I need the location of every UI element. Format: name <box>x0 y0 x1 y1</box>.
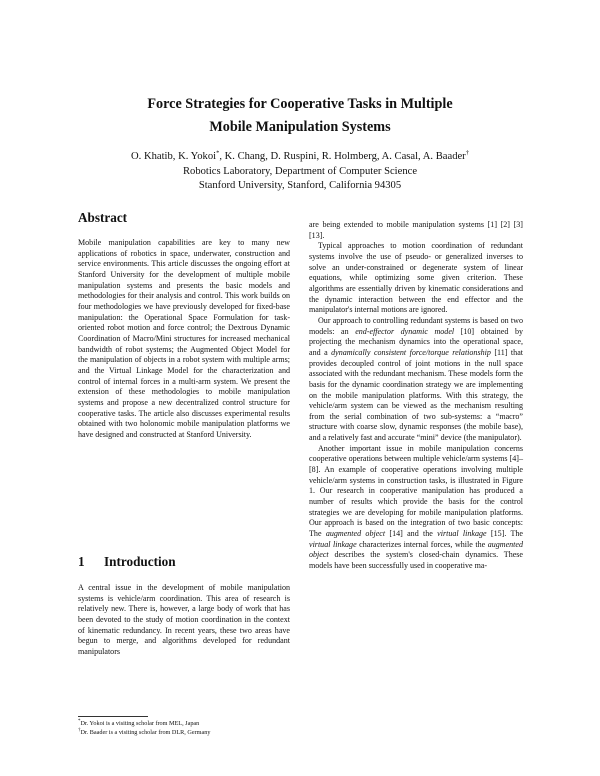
section-number: 1 <box>78 554 85 569</box>
yokoi-footnote-mark: * <box>216 149 220 157</box>
paragraph-3-part-b: [10] obtained by projecting the mechanism dynamics into the operational space, and a <box>309 326 523 357</box>
author-block <box>40 150 560 194</box>
virtual-linkage-term-2: virtual linkage <box>309 539 357 549</box>
footnote-2 <box>78 728 292 737</box>
introduction-text: A central issue in the development of mobile manipulation systems is vehicle/arm coordination. This area of research is relatively new. There is, however, a large body of work that has been devoted to the study of motion coordination in the context of kinematic redundancy. In recent years, these two areas have begun to merge, and algorithms developed for redundant manipulators <box>78 583 290 656</box>
abstract-heading: Abstract <box>78 210 128 225</box>
footnote-1-mark: * <box>78 718 81 724</box>
introduction-body <box>78 583 290 658</box>
footnotes <box>78 719 292 737</box>
right-column <box>309 220 523 572</box>
paper-title <box>60 93 540 139</box>
affiliation-line-2: Stanford University, Stanford, California 94305 <box>198 180 402 191</box>
paragraph-4-part-b: [14] and the <box>385 529 438 539</box>
footnote-1-text: Dr. Yokoi is a visiting scholar from MEL, Japan <box>80 720 200 727</box>
baader-footnote-mark: † <box>465 149 469 157</box>
paragraph-1: are being extended to mobile manipulation systems [1] [2] [3] [13]. <box>309 220 523 240</box>
paragraph-4-part-c: [15]. The <box>486 529 523 539</box>
section-title: Introduction <box>104 554 176 569</box>
introduction-heading <box>78 554 176 570</box>
footnote-1 <box>78 719 292 728</box>
title-line-1: Force Strategies for Cooperative Tasks in Multiple <box>147 96 453 112</box>
paragraph-2: Typical approaches to motion coordination of redundant systems involve the use of pseudo- or generalized inverses to solve an under-constrained or degenerate system of linear equations, while optimizing some given criterion. These algorithms are essentially driven by kinematic considerations and the dynamic interaction between the end effector and the manipulator's internal motions are ignored. <box>309 241 523 315</box>
title-line-2: Mobile Manipulation Systems <box>209 119 391 135</box>
author-names <box>40 150 560 165</box>
author-names-part2: , K. Chang, D. Ruspini, R. Holmberg, A. Casal, A. Baader <box>219 151 466 162</box>
virtual-linkage-term: virtual linkage <box>437 529 487 539</box>
paragraph-3 <box>309 316 523 444</box>
paragraph-4-part-a: Another important issue in mobile manipulation concerns cooperative operations between multiple vehicle/arm systems [4]–[8]. An example of cooperative operations involving multiple vehicle/arm systems in construction tasks, is illustrated in Figure 1. Our research in cooperative manipulation has produced a number of results which provide the basis for the control strategies we are developing for mobile manipulation platforms. Our approach is based on the integration of two basic concepts: The <box>309 443 523 539</box>
author-names-part1: O. Khatib, K. Yokoi <box>131 151 217 162</box>
abstract-body <box>78 238 290 440</box>
affiliation-line-1: Robotics Laboratory, Department of Computer Science <box>182 165 418 177</box>
paragraph-4-part-d: characterizes internal forces, while the <box>356 539 488 549</box>
augmented-object-term: augmented object <box>325 529 386 539</box>
footnote-divider <box>78 716 148 717</box>
dynamically-consistent-term: dynamically consistent force/torque relationship <box>331 347 491 357</box>
paragraph-3-part-a: Our approach to controlling redundant systems is based on two models: an <box>309 315 523 336</box>
footnote-2-mark: † <box>78 728 81 734</box>
end-effector-dynamic-model-term: end-effector dynamic model <box>355 326 455 336</box>
paragraph-4 <box>309 444 523 572</box>
paragraph-4-part-e: describes the system's closed-chain dynamics. These models have been successfully used in cooperative ma- <box>309 550 523 570</box>
paragraph-3-part-c: [11] that provides decoupled control of joint motions in the null space associated with the redundant mechanism. These models form the basis for the dynamic coordination strategy we are implementing on the mobile manipulation platforms. With this strategy, the vehicle/arm system can be viewed as the mechanism resulting from the serial combination of two sub-systems: a “macro” structure with coarse slow, dynamic responses (the mobile base), and a relatively fast and accurate “mini” device (the manipulator). <box>309 347 524 443</box>
footnote-2-text: Dr. Baader is a visiting scholar from DLR, Germany <box>80 729 211 737</box>
abstract-text: Mobile manipulation capabilities are key to many new applications of robotics in space, underwater, construction and service environments. This article discusses the ongoing effort at Stanford University for the development of multiple mobile manipulation systems and presents the basic models and methodologies for their analysis and control. This work builds on four methodologies we have previously developed for fixed-base manipulation: the Operational Space Formulation for task-oriented robot motion and force control; the Dextrous Dynamic Coordination of Macro/Mini structures for increased mechanical bandwidth of robot systems; the Augmented Object Model for the manipulation of objects in a robot system with multiple arms; and the Virtual Linkage Model for the characterization and control of internal forces in a multi-arm system. We present the extension of these methodologies to mobile manipulation systems and propose a new decentralized control structure for cooperative tasks. The article also discusses experimental results obtained with two holonomic mobile manipulation platforms we have designed and constructed at Stanford University. <box>78 238 290 439</box>
augmented-object-term-2: augmented object <box>309 539 523 560</box>
